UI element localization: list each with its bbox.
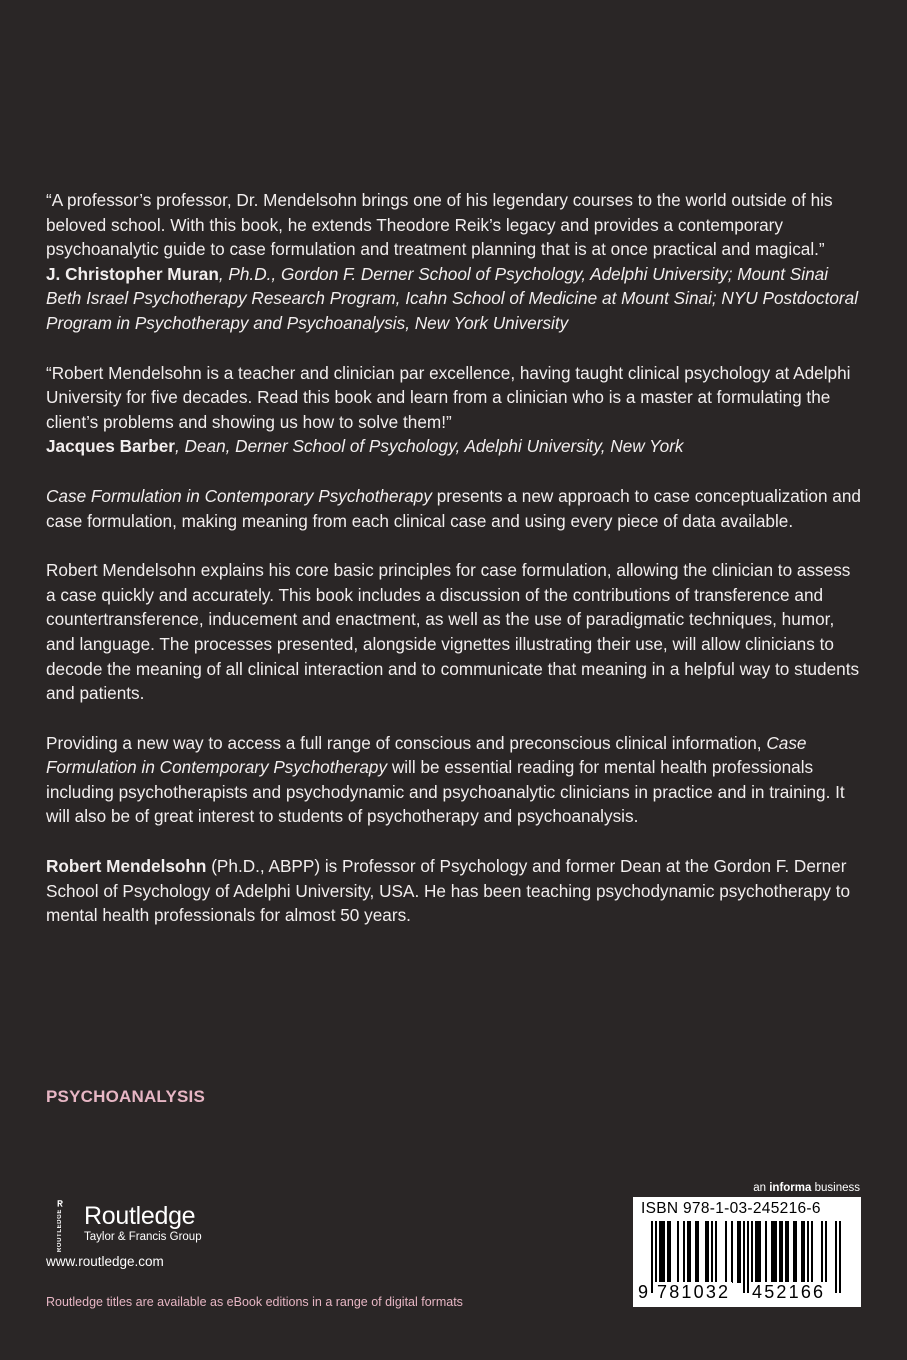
- barcode-bar: [785, 1221, 787, 1283]
- description-text: presents a new approach to case conceptualization and case formulation, making meaning from each clinical case and using every piece of data available.: [46, 485, 861, 531]
- barcode-bar: [779, 1221, 781, 1283]
- barcode-bar: [689, 1221, 691, 1283]
- barcode-bar: [739, 1221, 741, 1283]
- endorsement-quote: “Robert Mendelsohn is a teacher and clinician par excellence, having taught clinical psychology at Adelphi University for five decades. Read this book and learn from a clinician who is a master at formulating the client’s problems and showing us how to solve them!”: [46, 362, 851, 432]
- endorsement-attribution: [46, 434, 862, 459]
- barcode-bar: [795, 1221, 797, 1283]
- description-paragraph-1: [46, 484, 862, 533]
- endorsement-2: [46, 361, 862, 459]
- author-bio: [46, 854, 862, 928]
- barcode-bar: [705, 1221, 707, 1283]
- barcode-bar: [667, 1221, 669, 1283]
- publisher-logo: [44, 1200, 202, 1252]
- barcode-bar: [801, 1221, 803, 1283]
- barcode-bar: [731, 1221, 733, 1283]
- endorser-name: Jacques Barber: [46, 436, 175, 457]
- author-bio-text: (Ph.D., ABPP) is Professor of Psychology and former Dean at the Gordon F. Derner School of Psychology of Adelphi University, USA. He has been teaching psychodynamic psychotherapy to mental health professionals for almost 50 years.: [46, 856, 851, 926]
- barcode-bar: [787, 1221, 789, 1283]
- barcode-bar: [825, 1221, 827, 1283]
- barcode-bar: [695, 1221, 697, 1283]
- barcode-bar: [811, 1221, 813, 1283]
- barcode-bar: [751, 1221, 753, 1283]
- barcode-bar: [765, 1221, 767, 1283]
- book-title-reference: Case Formulation in Contemporary Psychotherapy: [46, 485, 432, 506]
- barcode-bar: [663, 1221, 665, 1283]
- informa-business-tagline: an informa business: [753, 1182, 860, 1194]
- endorsement-attribution: [46, 262, 862, 336]
- barcode-bar: [803, 1221, 805, 1283]
- publisher-url: www.routledge.com: [46, 1254, 164, 1269]
- barcode-bar: [661, 1221, 663, 1283]
- ebook-note: Routledge titles are available as eBook editions in a range of digital formats: [46, 1295, 463, 1309]
- barcode-bar: [737, 1221, 739, 1283]
- barcode-bar: [759, 1221, 761, 1283]
- barcode-bar: [771, 1221, 773, 1283]
- back-cover-text: [46, 188, 862, 953]
- ean-digits: [633, 1282, 861, 1304]
- author-name: Robert Mendelsohn: [46, 856, 207, 877]
- isbn-label: ISBN 978-1-03-245216-6: [641, 1200, 821, 1217]
- publisher-name: Routledge: [84, 1202, 196, 1230]
- barcode-bar: [715, 1221, 717, 1283]
- publisher-group: Taylor & Francis Group: [84, 1231, 202, 1243]
- barcode-bar: [669, 1221, 671, 1283]
- barcode-bar: [773, 1221, 775, 1283]
- description-text: will be essential reading for mental health professionals including psychotherapists and psychodynamic and psychoanalytic clinicians in practice and in training. It will also be of great interest to students of psychotherapy and psychoanalysis.: [46, 757, 845, 827]
- ean-left-digits: 781032: [657, 1282, 731, 1302]
- subject-category: PSYCHOANALYSIS: [46, 1087, 205, 1106]
- routledge-r-icon: [44, 1200, 76, 1252]
- barcode-bar: [697, 1221, 699, 1283]
- barcode-bar: [781, 1221, 783, 1283]
- barcode-bar: [687, 1221, 689, 1283]
- endorsement-1: [46, 188, 862, 336]
- barcode-bar: [659, 1221, 661, 1283]
- barcode-bar: [711, 1221, 713, 1283]
- barcode-bar: [821, 1221, 823, 1283]
- description-text: Robert Mendelsohn explains his core basic principles for case formulation, allowing the clinician to assess a case quickly and accurately. This book includes a discussion of the contributions of transference and countertransference, inducement and enactment, as well as the use of paradigmatic techniques, humor, and language. The processes presented, alongside vignettes illustrating their use, will allow clinicians to decode the meaning of all clinical interaction and to communicate that meaning in a helpful way to students and patients.: [46, 560, 860, 704]
- barcode-bar: [725, 1221, 727, 1283]
- endorser-affiliation: , Ph.D., Gordon F. Derner School of Psychology, Adelphi University; Mount Sinai Beth Israel Psychotherapy Research Program, Icahn School of Medicine at Mount Sinai; NYU Postdoctoral Program in Psychotherapy and Psychoanalysis, New York University: [46, 263, 859, 333]
- isbn-barcode: [633, 1197, 861, 1307]
- barcode-bar: [755, 1221, 757, 1283]
- barcode-bar: [677, 1221, 679, 1283]
- ean-right-digits: 452166: [752, 1282, 826, 1302]
- barcode-bar: [683, 1221, 685, 1283]
- barcode-bar: [775, 1221, 777, 1283]
- description-text: Providing a new way to access a full range of conscious and preconscious clinical information,: [46, 732, 767, 753]
- endorsement-quote: “A professor’s professor, Dr. Mendelsohn brings one of his legendary courses to the world outside of his beloved school. With this book, he extends Theodore Reik’s legacy and provides a contemporary psychoanalytic guide to case formulation and treatment planning that is at once practical and magical.”: [46, 190, 833, 260]
- book-title-reference: Case Formulation in Contemporary Psychotherapy: [46, 732, 807, 778]
- barcode-bar: [793, 1221, 795, 1283]
- description-paragraph-3: [46, 731, 862, 829]
- barcode-bar: [807, 1221, 809, 1283]
- ean-first-digit: 9: [638, 1282, 649, 1302]
- endorser-name: J. Christopher Muran: [46, 263, 219, 284]
- barcode-bar: [757, 1221, 759, 1283]
- endorser-affiliation: , Dean, Derner School of Psychology, Adelphi University, New York: [174, 436, 684, 457]
- description-paragraph-2: [46, 558, 862, 706]
- barcode-bar: [707, 1221, 709, 1283]
- routledge-vertical-wordmark: ROUTLEDGE: [57, 1208, 63, 1252]
